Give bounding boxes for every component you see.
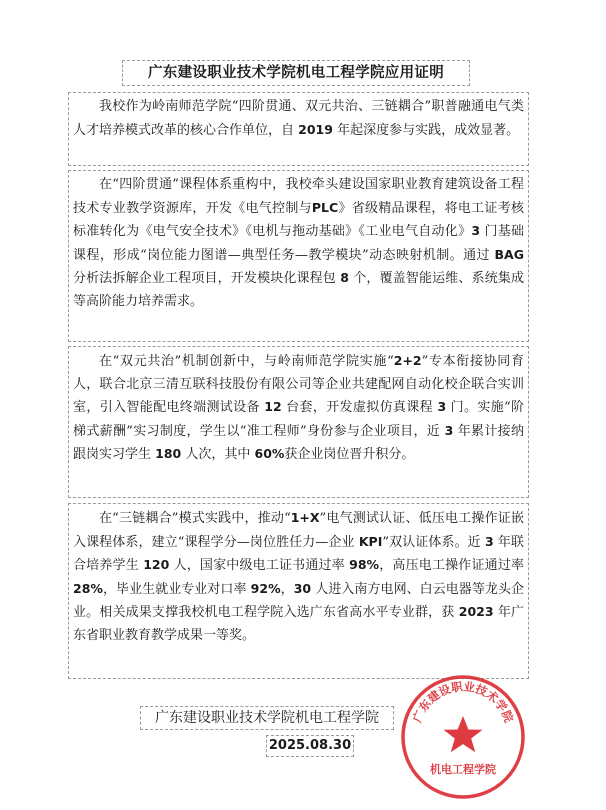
text-run: 在“三链耦合”模式实践中，推动“ [99,511,291,526]
text-run: 人进入南方电网、白云电器等龙头企业。相关成果支撑我校机电工程学院入选广东省高水平专业群，获 [73,581,524,620]
signature-organization: 广东建设职业技术学院机电工程学院 [140,706,394,730]
text-run: 年广东省职业教育教学成果一等奖。 [73,605,524,643]
paragraph-four-stage [68,170,529,342]
text-run: 在“四阶贯通”课程体系重构中，我校牵头建设国家职业教育建筑设备工程技术专业教学资源库，开发《电气控制与 [73,177,524,216]
text-run: 门。实施“阶梯式薪酬”实习制度，学生以“准工程师”身份参与企业项目，近 [73,400,524,439]
bold-figure: 92% [250,580,281,596]
text-run: 》省级精品课程，将电工证考核标准转化为《电气安全技术》《电机与拖动基础》《工业电气自动化》 [73,200,524,239]
text-run: ”电气测试认证、低压电工操作证嵌入课程体系，建立“课程学分—岗位胜任力—企业 [73,511,524,550]
bold-figure: 120 [143,557,170,572]
bold-figure: 180 [155,446,182,461]
bold-figure: 2019 [298,121,333,137]
text-run: 我校作为岭南师范学院“四阶贯通、双元共治、三链耦合”职普融通电气类人才培养模式改革的核心合作单位，自 [73,99,524,138]
signature-date: 2025.08.30 [266,735,354,757]
text-run: 门基础课程，形成“岗位能力图谱—典型任务—教学模块”动态映射机制。通过 [73,224,524,263]
text-run: ”双认证体系。近 [382,534,485,550]
bold-figure: 3 [471,223,481,238]
paragraph-dual-governance [68,346,529,498]
bold-figure: KPI [358,533,383,549]
bold-figure: 12 [264,399,282,414]
text-run: 人次，其中 [181,447,255,462]
document-title: 广东建设职业技术学院机电工程学院应用证明 [122,60,470,86]
bold-figure: 3 [437,399,447,414]
bold-figure: 2023 [458,604,494,619]
text-run: 人，国家中级电工证书通过率 [169,558,350,573]
text-run: 个，覆盖智能运维、系统集成等高阶能力培养需求。 [73,271,524,309]
bold-figure: 3 [484,533,494,549]
paragraph-intro [68,92,529,166]
text-run: 获企业岗位晋升积分。 [284,447,415,462]
text-run: 年联合培养学生 [73,534,525,573]
bold-figure: PLC [311,199,339,215]
bold-figure: 8 [340,270,349,285]
bold-figure: 28% [73,580,103,596]
text-run: 台套，开发虚拟仿真课程 [281,400,438,415]
text-run: ，毕业生就业专业对口率 [102,581,251,597]
bold-figure: 60% [254,446,285,461]
bold-figure: BAG [494,246,524,262]
text-run: ”专本衔接协同育人，联合北京三清互联科技股份有限公司等企业共建配网自动化校企联合实训室，引入智能配电终端测试设备 [73,354,524,415]
text-run: 年累计接纳跟岗实习学生 [73,423,524,462]
text-run: 年起深度参与实践，成效显著。 [332,122,520,138]
text-run: ， [280,581,294,597]
bold-figure: 2+2 [393,353,422,368]
bold-figure: 1+X [290,510,320,525]
bold-figure: 98% [349,557,380,572]
official-seal-icon [398,672,528,802]
seal-outer-text: 广东建设职业技术学院 [409,679,517,725]
text-run: 分析法拆解企业工程项目，开发模块化课程包 [73,271,341,286]
text-run: ，高压电工操作证通过率 [379,558,524,573]
bold-figure: 3 [444,422,454,438]
seal-star-icon [444,716,483,752]
bold-figure: 30 [293,580,312,596]
seal-inner-text: 机电工程学院 [430,763,496,776]
text-run: 在“双元共治”机制创新中，与岭南师范学院实施“ [99,354,394,369]
paragraph-three-chain [68,503,529,679]
